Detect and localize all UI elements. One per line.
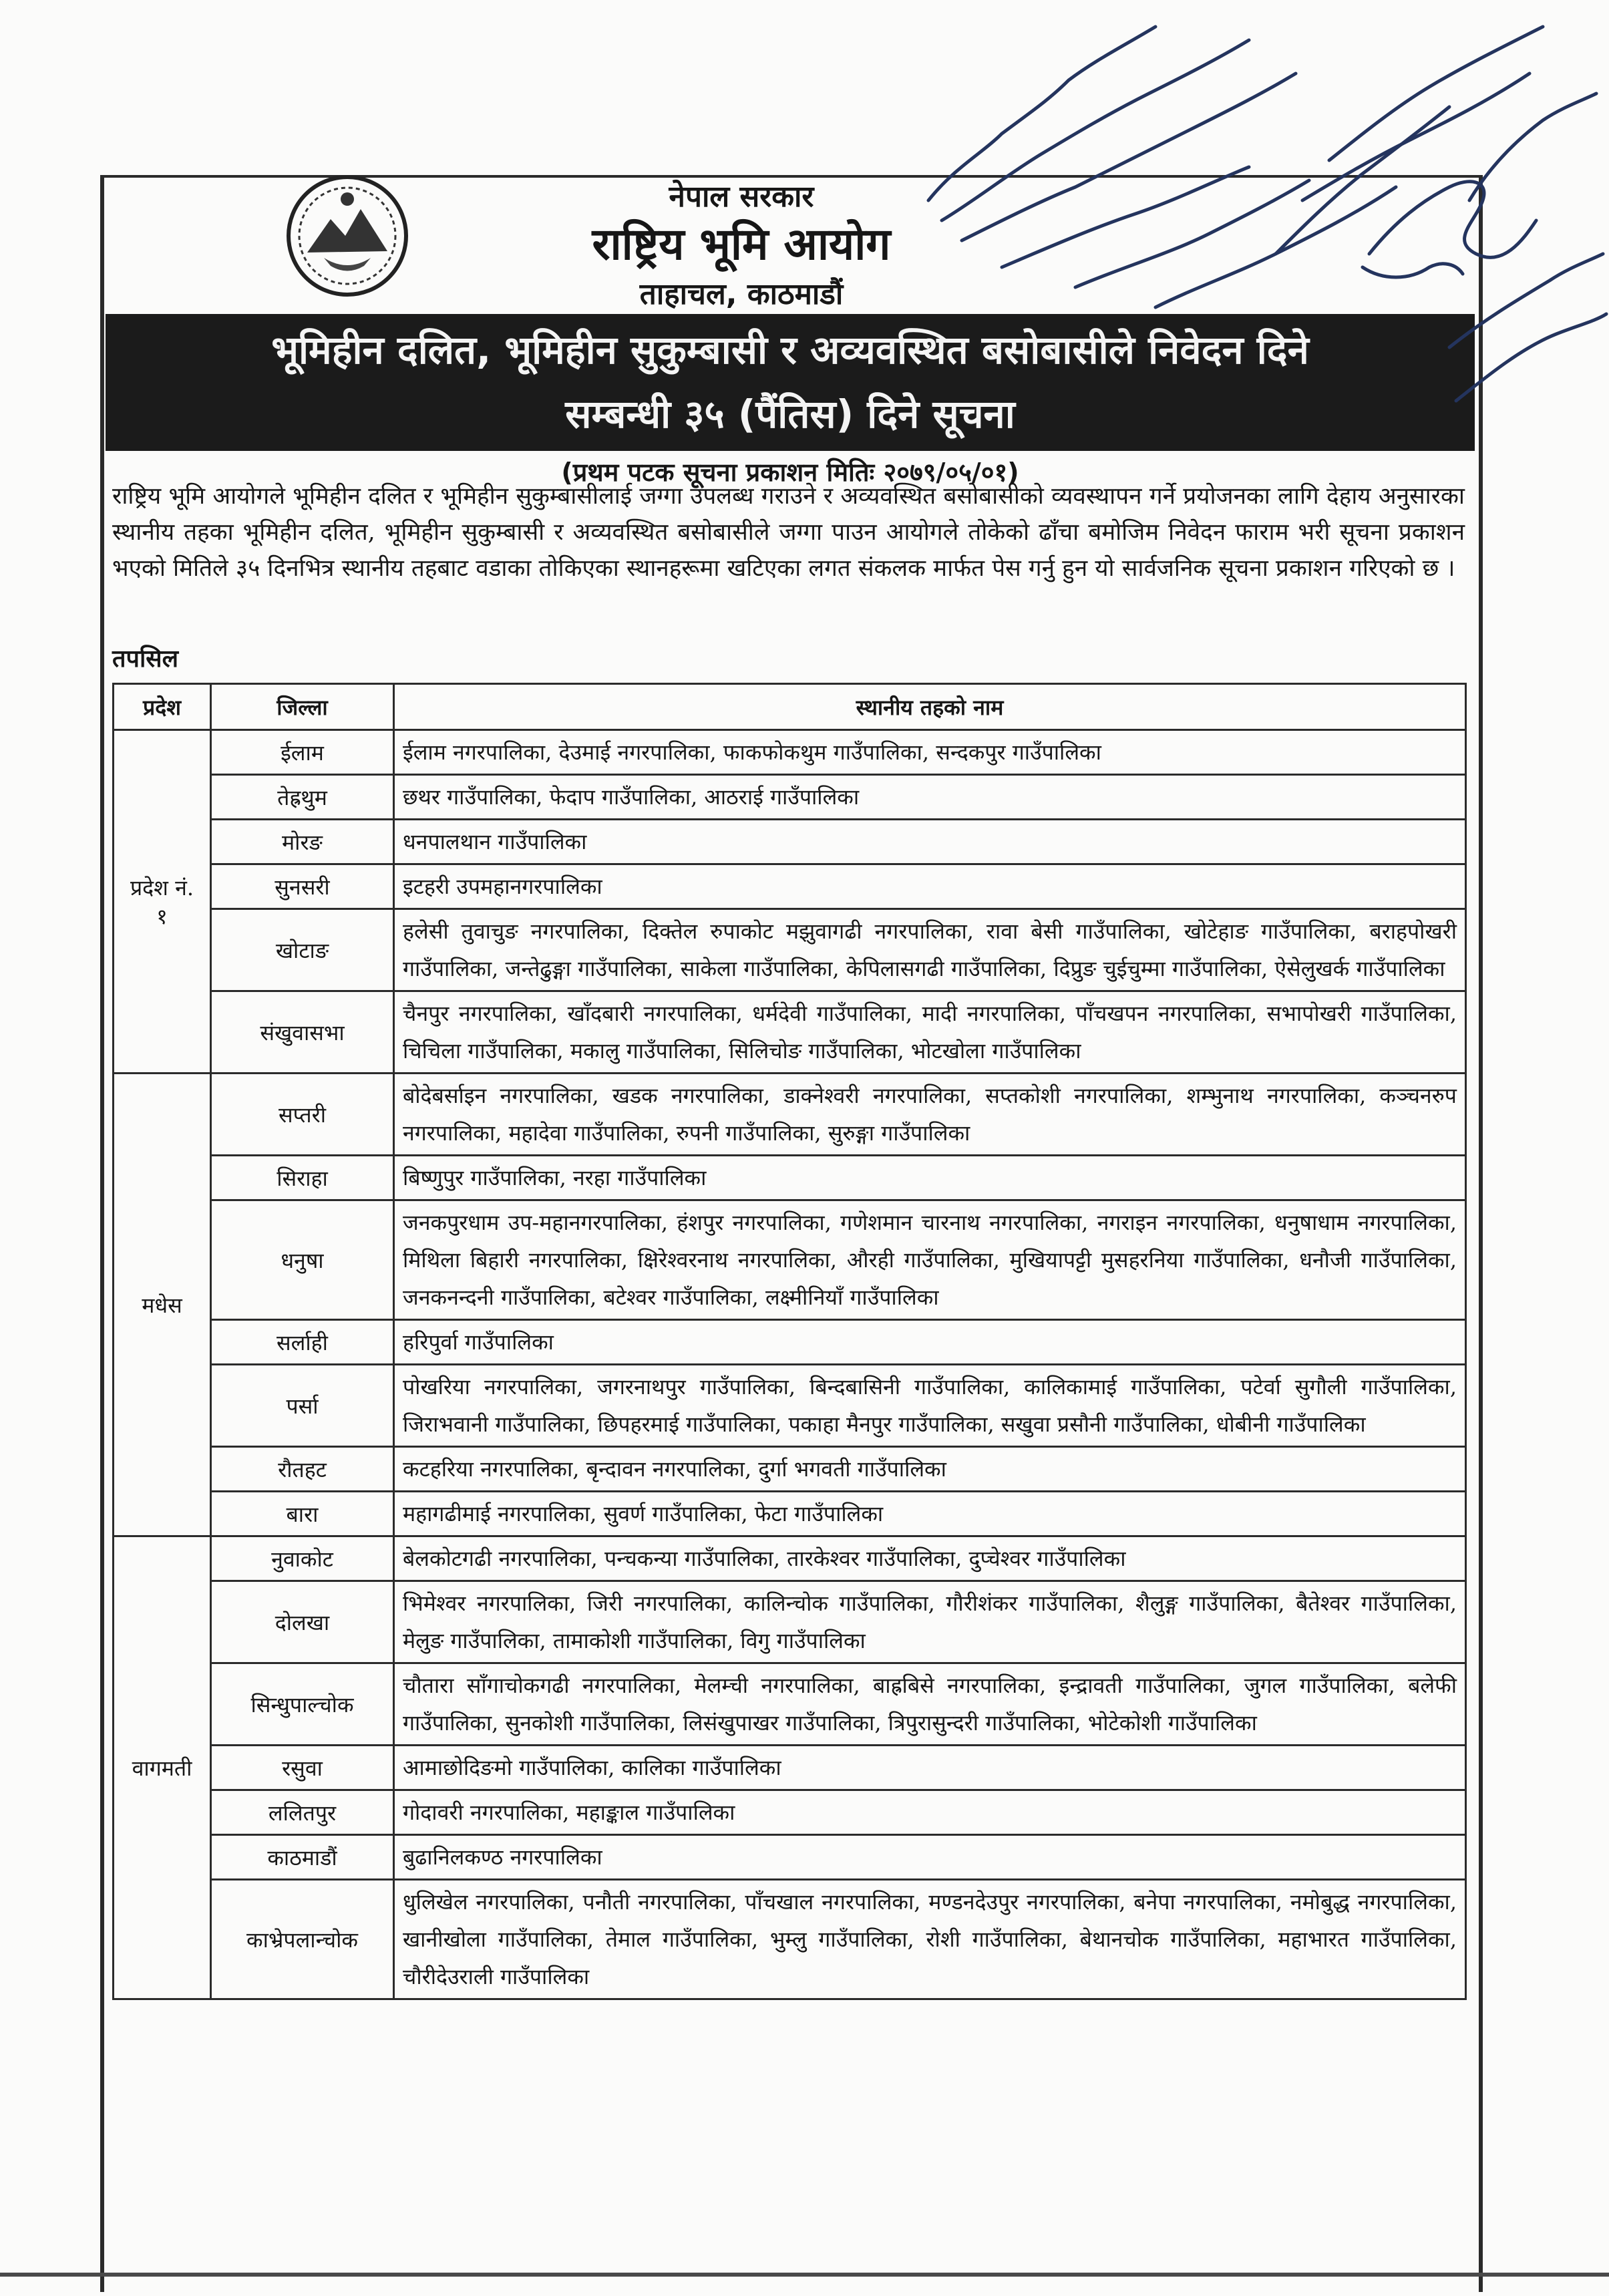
local-levels-cell: चौतारा साँगाचोकगढी नगरपालिका, मेलम्ची नगरपालिका, बाह्रबिसे नगरपालिका, इन्द्रावती गाउँपालिका, जुगल गाउँपालिका, बलेफी गाउँपालिका, सुनकोशी गाउँपालिका, लिसंखुपाखर गाउँपालिका, त्रिपुरासुन्दरी गाउँपालिका, भोटेकोशी गाउँपालिका	[394, 1663, 1466, 1746]
district-cell: तेह्रथुम	[211, 775, 394, 820]
table-row	[114, 1200, 1466, 1320]
table-row	[114, 1746, 1466, 1790]
district-cell: रसुवा	[211, 1746, 394, 1790]
district-cell: सर्लाही	[211, 1320, 394, 1365]
province-cell: मधेस	[114, 1074, 211, 1536]
local-levels-cell: ईलाम नगरपालिका, देउमाई नगरपालिका, फाकफोकथुम गाउँपालिका, सन्दकपुर गाउँपालिका	[394, 730, 1466, 775]
local-levels-cell: बोदेबर्साइन नगरपालिका, खडक नगरपालिका, डाक्नेश्वरी नगरपालिका, सप्तकोशी नगरपालिका, शम्भुनाथ नगरपालिका, कञ्चनरुप नगरपालिका, महादेवा गाउँपालिका, रुपनी गाउँपालिका, सुरुङ्गा गाउँपालिका	[394, 1074, 1466, 1156]
table-row	[114, 1074, 1466, 1156]
local-levels-cell: हलेसी तुवाचुङ नगरपालिका, दिक्तेल रुपाकोट मझुवागढी नगरपालिका, रावा बेसी गाउँपालिका, खोटेहाङ गाउँपालिका, बराहपोखरी गाउँपालिका, जन्तेढुङ्गा गाउँपालिका, साकेला गाउँपालिका, केपिलासगढी गाउँपालिका, दिप्रुङ चुईचुम्मा गाउँपालिका, ऐसेलुखर्क गाउँपालिका	[394, 909, 1466, 991]
district-cell: ईलाम	[211, 730, 394, 775]
local-levels-cell: धनपालथान गाउँपालिका	[394, 820, 1466, 864]
local-levels-cell: चैनपुर नगरपालिका, खाँदबारी नगरपालिका, धर्मदेवी गाउँपालिका, मादी नगरपालिका, पाँचखपन नगरपालिका, सभापोखरी गाउँपालिका, चिचिला गाउँपालिका, मकालु गाउँपालिका, सिलिचोङ गाउँपालिका, भोटखोला गाउँपालिका	[394, 991, 1466, 1074]
table-row	[114, 1536, 1466, 1581]
table-row	[114, 1663, 1466, 1746]
local-levels-table	[112, 683, 1467, 2000]
district-cell: मोरङ	[211, 820, 394, 864]
local-levels-cell: गोदावरी नगरपालिका, महाङ्काल गाउँपालिका	[394, 1790, 1466, 1835]
table-row	[114, 1835, 1466, 1880]
local-levels-cell: कटहरिया नगरपालिका, बृन्दावन नगरपालिका, दुर्गा भगवती गाउँपालिका	[394, 1447, 1466, 1492]
district-cell: खोटाङ	[211, 909, 394, 991]
local-levels-cell: जनकपुरधाम उप-महानगरपालिका, हंशपुर नगरपालिका, गणेशमान चारनाथ नगरपालिका, नगराइन नगरपालिका, धनुषाधाम नगरपालिका, मिथिला बिहारी नगरपालिका, क्षिरेश्वरनाथ नगरपालिका, औरही गाउँपालिका, मुखियापट्टी मुसहरनिया गाउँपालिका, धनौजी गाउँपालिका, जनकनन्दनी गाउँपालिका, बटेश्वर गाउँपालिका, लक्ष्मीनियाँ गाउँपालिका	[394, 1200, 1466, 1320]
notice-body: राष्ट्रिय भूमि आयोगले भूमिहीन दलित र भूमिहीन सुकुम्बासीलाई जग्गा उपलब्ध गराउने र अव्यवस्थित बसोबासीको व्यवस्थापन गर्ने प्रयोजनका लागि देहाय अनुसारका स्थानीय तहका भूमिहीन दलित, भूमिहीन सुकुम्बासी र अव्यवस्थित बसोबासीले जग्गा पाउन आयोगले तोकेको ढाँचा बमोजिम निवेदन फाराम भरी सूचना प्रकाशन भएको मितिले ३५ दिनभित्र स्थानीय तहबाट वडाका तोकिएका स्थानहरूमा खटिएका लगत संकलक मार्फत पेस गर्नु हुन यो सार्वजनिक सूचना प्रकाशन गरिएको छ ।	[112, 483, 1465, 582]
table-row	[114, 1790, 1466, 1835]
province-cell: वागमती	[114, 1536, 211, 1999]
table-row	[114, 1365, 1466, 1447]
table-row	[114, 820, 1466, 864]
table-row	[114, 775, 1466, 820]
scan-edge	[0, 2273, 1609, 2277]
notice-title-line2: सम्बन्धी ३५ (पैंतिस) दिने सूचना	[565, 391, 1015, 437]
province-cell: प्रदेश नं. १	[114, 730, 211, 1074]
district-cell: काठमाडौं	[211, 1835, 394, 1880]
local-levels-cell: पोखरिया नगरपालिका, जगरनाथपुर गाउँपालिका, बिन्दबासिनी गाउँपालिका, कालिकामाई गाउँपालिका, पटेर्वा सुगौली गाउँपालिका, जिराभवानी गाउँपालिका, छिपहरमाई गाउँपालिका, पकाहा मैनपुर गाउँपालिका, सखुवा प्रसौनी गाउँपालिका, धोबीनी गाउँपालिका	[394, 1365, 1466, 1447]
district-cell: संखुवासभा	[211, 991, 394, 1074]
table-row	[114, 864, 1466, 909]
table-row	[114, 730, 1466, 775]
district-cell: रौतहट	[211, 1447, 394, 1492]
commission-name: राष्ट्रिय भूमि आयोग	[592, 218, 891, 270]
local-levels-cell: इटहरी उपमहानगरपालिका	[394, 864, 1466, 909]
district-cell: धनुषा	[211, 1200, 394, 1320]
local-levels-cell: भिमेश्वर नगरपालिका, जिरी नगरपालिका, कालिन्चोक गाउँपालिका, गौरीशंकर गाउँपालिका, शैलुङ्ग गाउँपालिका, बैतेश्वर गाउँपालिका, मेलुङ गाउँपालिका, तामाकोशी गाउँपालिका, विगु गाउँपालिका	[394, 1581, 1466, 1663]
table-header-row	[114, 684, 1466, 730]
local-levels-cell: आमाछोदिङमो गाउँपालिका, कालिका गाउँपालिका	[394, 1746, 1466, 1790]
publication-date: (प्रथम पटक सूचना प्रकाशन मितिः २०७९/०५/०१)	[561, 458, 1019, 487]
district-cell: पर्सा	[211, 1365, 394, 1447]
government-emblem-icon	[284, 172, 411, 299]
table-row	[114, 1320, 1466, 1365]
local-levels-cell: धुलिखेल नगरपालिका, पनौती नगरपालिका, पाँचखाल नगरपालिका, मण्डनदेउपुर नगरपालिका, बनेपा नगरपालिका, नमोबुद्ध नगरपालिका, खानीखोला गाउँपालिका, तेमाल गाउँपालिका, भुम्लु गाउँपालिका, रोशी गाउँपालिका, बेथानचोक गाउँपालिका, महाभारत गाउँपालिका, चौरीदेउराली गाउँपालिका	[394, 1880, 1466, 1999]
table-row	[114, 1492, 1466, 1536]
table-row	[114, 1447, 1466, 1492]
district-cell: सिन्धुपाल्चोक	[211, 1663, 394, 1746]
local-levels-cell: बुढानिलकण्ठ नगरपालिका	[394, 1835, 1466, 1880]
table-row	[114, 909, 1466, 991]
local-levels-cell: बेलकोटगढी नगरपालिका, पन्चकन्या गाउँपालिका, तारकेश्वर गाउँपालिका, दुप्चेश्वर गाउँपालिका	[394, 1536, 1466, 1581]
government-name: नेपाल सरकार	[669, 180, 814, 214]
header-province: प्रदेश	[114, 684, 211, 730]
district-cell: नुवाकोट	[211, 1536, 394, 1581]
handwritten-signature	[902, 0, 1609, 508]
table-row	[114, 1156, 1466, 1200]
district-cell: सुनसरी	[211, 864, 394, 909]
district-cell: दोलखा	[211, 1581, 394, 1663]
header-district: जिल्ला	[211, 684, 394, 730]
local-levels-cell: छथर गाउँपालिका, फेदाप गाउँपालिका, आठराई गाउँपालिका	[394, 775, 1466, 820]
table-row	[114, 1880, 1466, 1999]
header-local-level: स्थानीय तहको नाम	[394, 684, 1466, 730]
details-label: तपसिल	[112, 645, 179, 673]
district-cell: काभ्रेपलान्चोक	[211, 1880, 394, 1999]
notice-title-line1: भूमिहीन दलित, भूमिहीन सुकुम्बासी र अव्यवस्थित बसोबासीले निवेदन दिने	[271, 327, 1309, 373]
local-levels-cell: महागढीमाई नगरपालिका, सुवर्ण गाउँपालिका, फेटा गाउँपालिका	[394, 1492, 1466, 1536]
local-levels-cell: हरिपुर्वा गाउँपालिका	[394, 1320, 1466, 1365]
district-cell: सप्तरी	[211, 1074, 394, 1156]
table-row	[114, 1581, 1466, 1663]
commission-address: ताहाचल, काठमाडौं	[639, 277, 844, 311]
district-cell: बारा	[211, 1492, 394, 1536]
local-levels-cell: बिष्णुपुर गाउँपालिका, नरहा गाउँपालिका	[394, 1156, 1466, 1200]
district-cell: सिराहा	[211, 1156, 394, 1200]
table-row	[114, 991, 1466, 1074]
district-cell: ललितपुर	[211, 1790, 394, 1835]
